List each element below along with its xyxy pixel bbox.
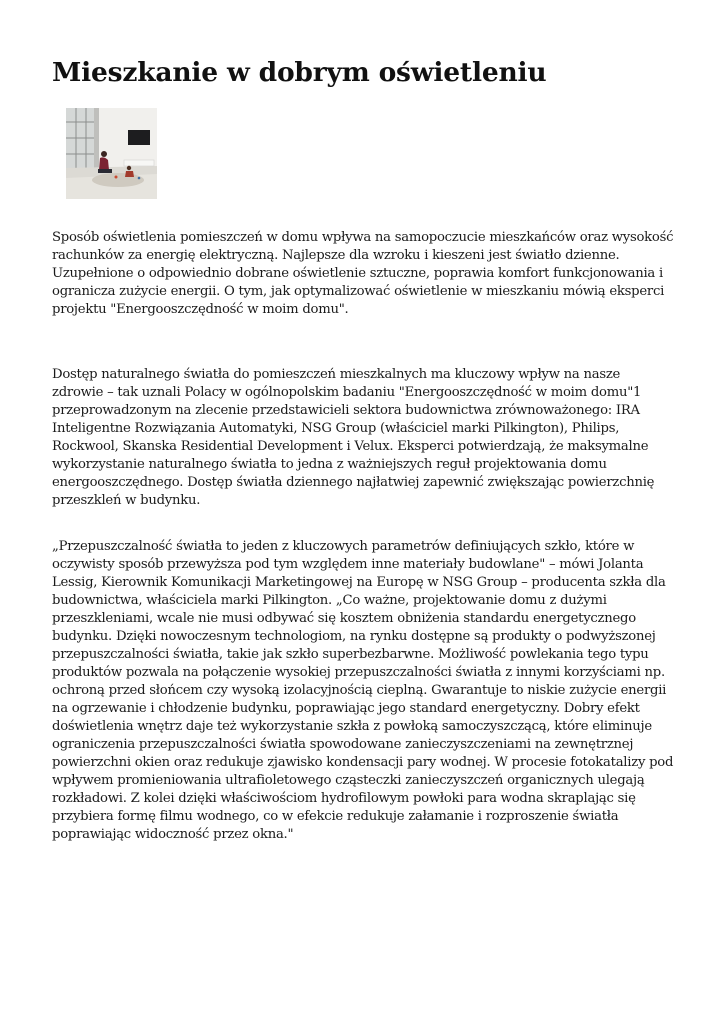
living-room-photo <box>66 108 157 199</box>
paragraph-natural-light: Dostęp naturalnego światła do pomieszczeń mieszkalnych ma kluczowy wpływ na nasze zdrowie – tak uznali Polacy w ogólnopolskim badaniu "Energooszczędność w moim domu"1 przeprowadzonym na zlecenie przedstawicieli sektora budownictwa zrównoważonego: IRA Inteligentne Rozwiązania Automatyki, NSG Group (właściciel marki Pilkington), Philips, Rockwool, Skanska Residential Development i Velux. Eksperci potwierdzają, że maksymalne wykorzystanie naturalnego światła to jedna z ważniejszych reguł projektowania domu energooszczędnego. Dostęp światła dziennego najłatwiej zapewnić zwiększając powierzchnię przeszkleń w budynku. <box>52 367 655 508</box>
paragraph-intro: Sposób oświetlenia pomieszczeń w domu wpływa na samopoczucie mieszkańców oraz wysokość rachunków za energię elektryczną. Najlepsze dla wzroku i kieszeni jest światło dzienne. Uzupełnione o odpowiednio dobrane oświetlenie sztuczne, poprawia komfort funkcjonowania i ogranicza zużycie energii. O tym, jak optymalizować oświetlenie w mieszkaniu mówią eksperci projektu "Energooszczędność w moim domu". <box>52 230 674 317</box>
paragraph-quote: „Przepuszczalność światła to jeden z kluczowych parametrów definiujących szkło, które w oczywisty sposób przewyższa pod tym względem inne materiały budowlane" – mówi Jolanta Lessig, Kierownik Komunikacji Marketingowej na Europę w NSG Group – producenta szkła dla budownictwa, właściciela marki Pilkington. „Co ważne, projektowanie domu z dużymi przeszkleniami, wcale nie musi odbywać się kosztem obniżenia standardu energetycznego budynku. Dzięki nowoczesnym technologiom, na rynku dostępne są produkty o podwyższonej przepuszczalności światła, takie jak szkło superbezbarwne. Możliwość powlekania tego typu produktów pozwala na połączenie wysokiej przepuszczalności światła z innymi korzyściami np. ochroną przed słońcem czy wysoką izolacyjnością cieplną. Gwarantuje to niskie zużycie energii na ogrzewanie i chłodzenie budynku, poprawiając jego standard energetyczny. Dobry efekt doświetlenia wnętrz daje też wykorzystanie szkła z powłoką samoczyszczącą, które eliminuje ograniczenia przepuszczalności światła spowodowane zanieczyszczeniami na zewnętrznej powierzchni okien oraz redukuje zjawisko kondensacji pary wodnej. W procesie fotokatalizy pod wpływem promieniowania ultrafioletowego cząsteczki zanieczyszczeń organicznych ulegają rozkładowi. Z kolei dzięki właściwościom hydrofilowym powłoki para wodna skraplając się przybiera formę filmu wodnego, co w efekcie redukuje załamanie i rozproszenie światła poprawiając widoczność przez okna." <box>52 539 674 842</box>
article-title: Mieszkanie w dobrym oświetleniu <box>52 57 547 88</box>
